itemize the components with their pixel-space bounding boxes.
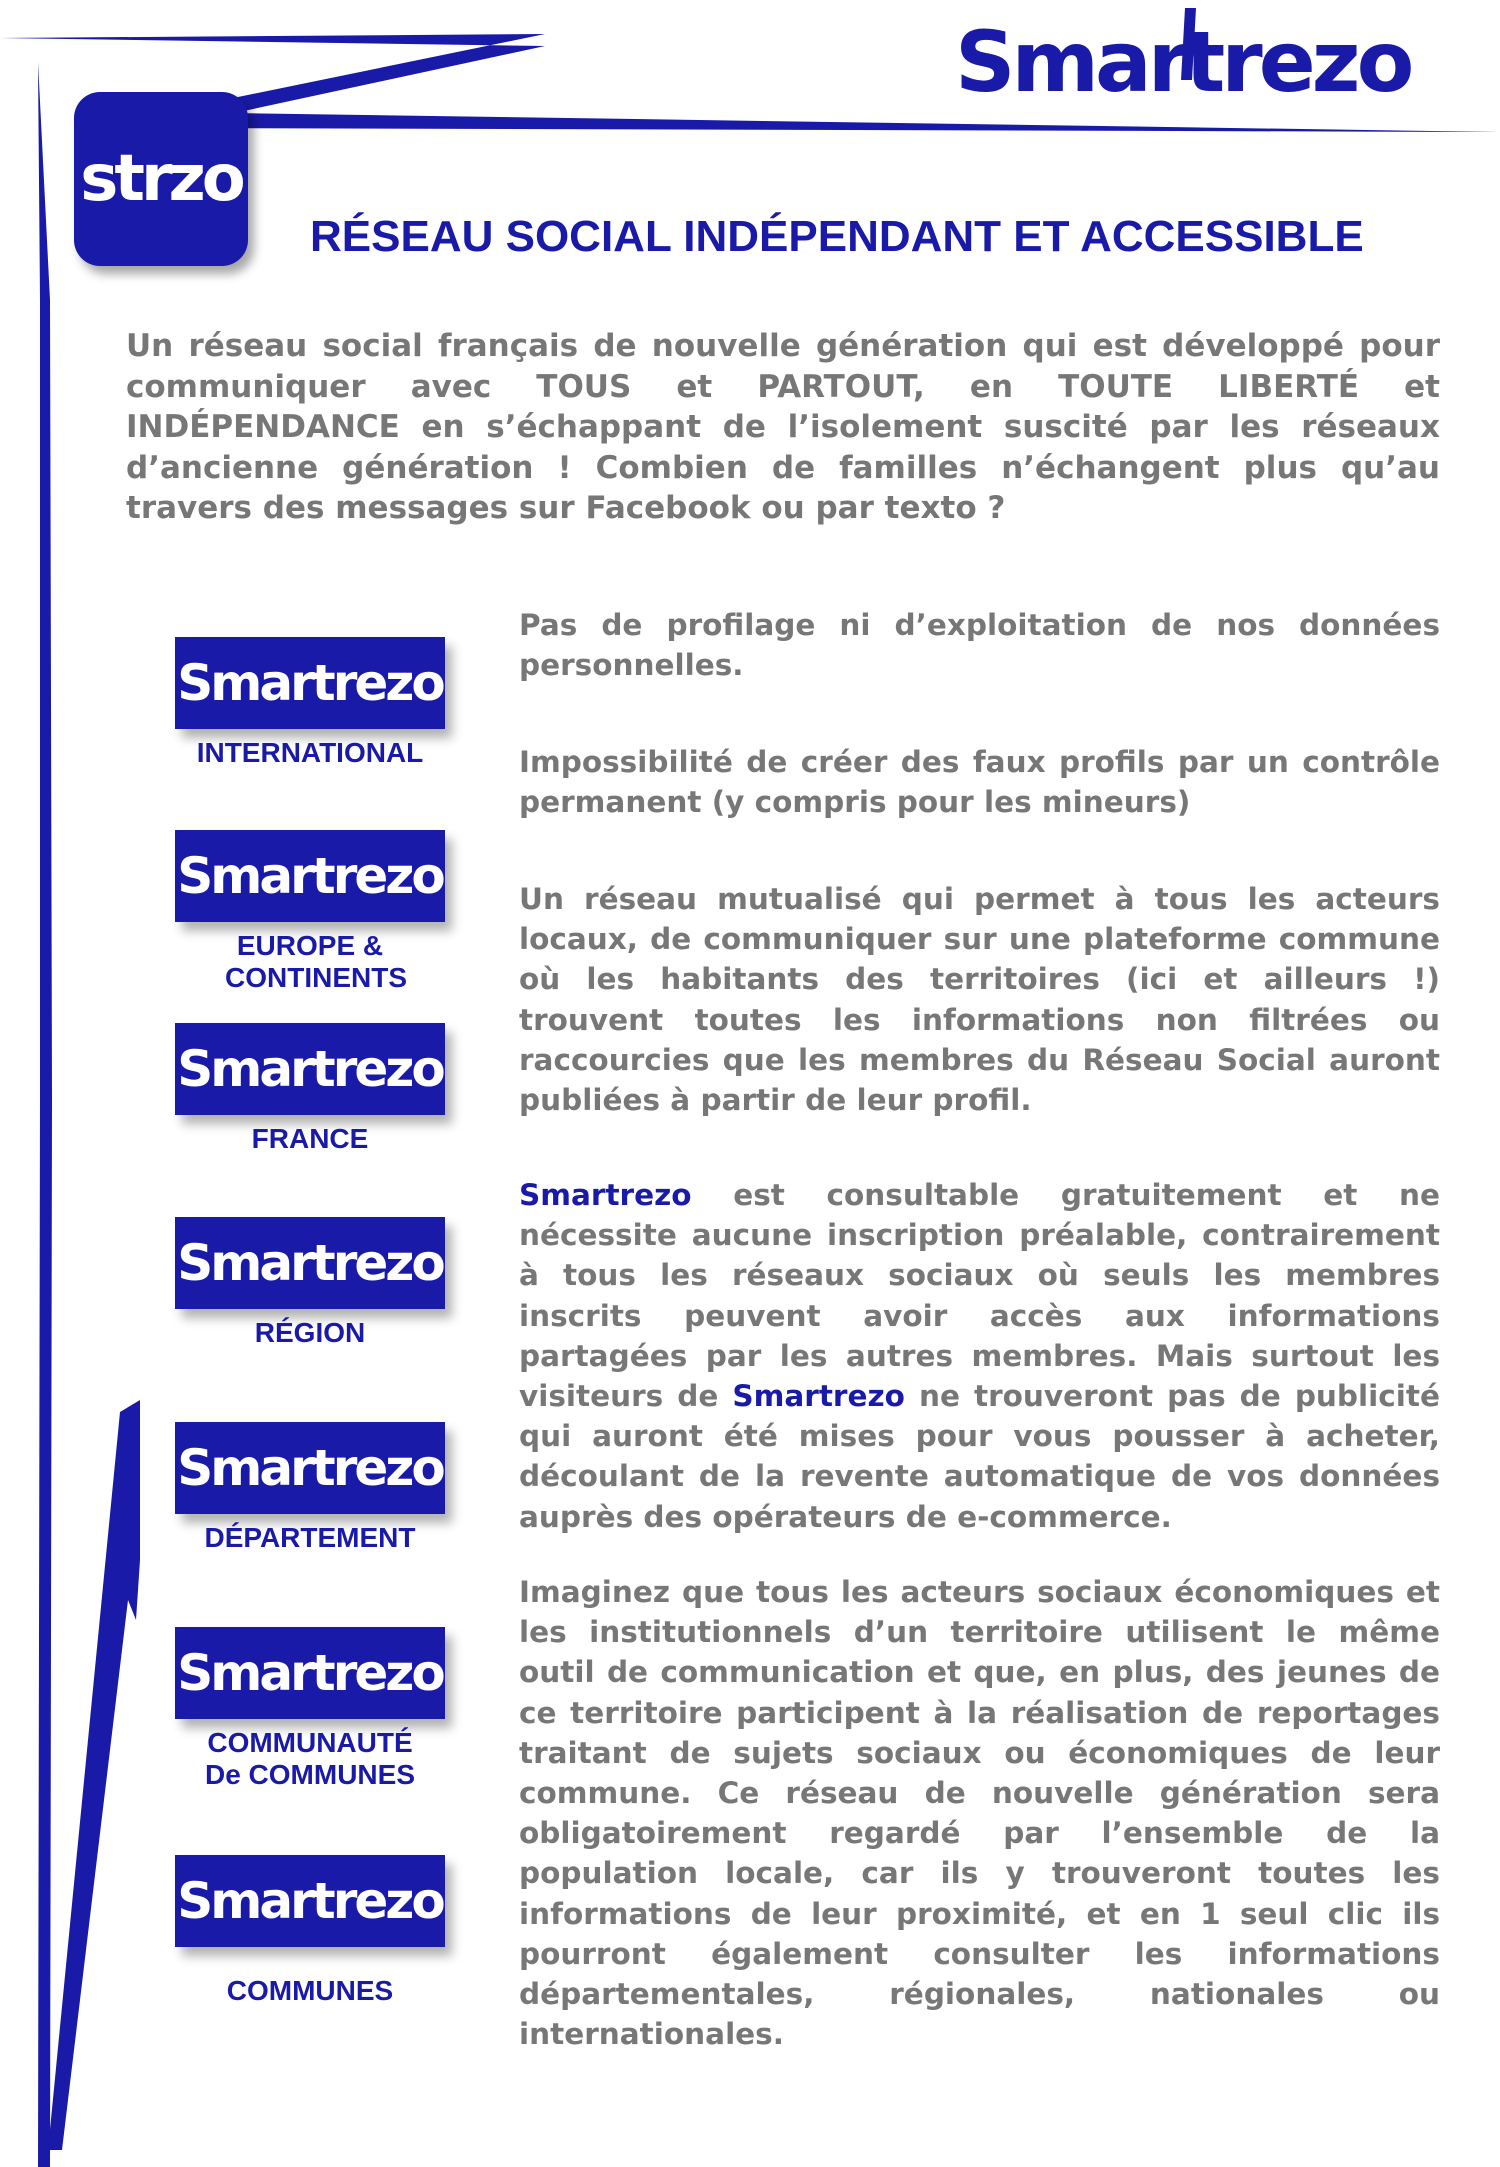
smartrezo-badge: Smartrezo	[175, 1023, 445, 1115]
level-international	[160, 637, 460, 769]
strzo-app-icon: strzo	[74, 92, 248, 266]
smartrezo-badge: Smartrezo	[175, 637, 445, 729]
paragraph-mutual-network: Un réseau mutualisé qui permet à tous les acteurs locaux, de communiquer sur une plateforme commune où les habitants des territoires (ici et ailleurs !) trouvent toutes les informations non filtrées ou raccourcies que les membres du Réseau Social auront publiées à partir de leur profil.	[519, 882, 1440, 1118]
level-communaute-de-communes	[160, 1627, 460, 1791]
paragraph-text: est consultable gratuitement et ne nécessite aucune inscription préalable, contrairement à tous les réseaux sociaux où seuls les membres inscrits peuvent avoir accès aux informations partagées par les autres membres. Mais surtout les visiteurs de	[519, 1178, 1440, 1414]
smartrezo-badge: Smartrezo	[175, 1217, 445, 1309]
level-label: COMMUNES	[226, 1975, 394, 2006]
paragraph-profiling: Pas de profilage ni d’exploitation de nos données personnelles.	[519, 608, 1440, 683]
level-region	[160, 1217, 460, 1349]
level-departement	[160, 1422, 460, 1554]
smartrezo-badge: Smartrezo	[175, 1627, 445, 1719]
smartrezo-badge: Smartrezo	[175, 830, 445, 922]
level-label: COMMUNAUTÉ De COMMUNES	[204, 1727, 415, 1790]
paragraph-free-access	[519, 1175, 1440, 1537]
level-communes	[160, 1855, 460, 2007]
level-label: INTERNATIONAL	[196, 737, 424, 768]
brand-name: Smartrezo	[732, 1379, 905, 1414]
level-label: EUROPE & CONTINENTS	[225, 930, 407, 993]
left-vertical-stroke	[38, 62, 52, 2167]
paragraph-imagine: Imaginez que tous les acteurs sociaux économiques et les institutionnels d’un territoire utilisent le même outil de communication et que, en plus, des jeunes de ce territoire participent à la réalisation de reportages traitant de sujets sociaux ou économiques de leur commune. Ce réseau de nouvelle génération sera obligatoirement regardé par l’ensemble de la population locale, car ils y trouveront toutes les informations de leur proximité, et en 1 seul clic ils pourront également consulter les informations départementales, régionales, nationales ou internationales.	[519, 1575, 1440, 2052]
level-label: FRANCE	[251, 1123, 369, 1154]
brand-name: Smartrezo	[519, 1178, 692, 1212]
page-title: RÉSEAU SOCIAL INDÉPENDANT ET ACCESSIBLE	[310, 212, 1364, 261]
smartrezo-badge: Smartrezo	[175, 1855, 445, 1947]
level-france	[160, 1023, 460, 1155]
paragraph-text: ne trouveront pas de publicité qui auront été mises pour vous pousser à acheter, découlant de la revente automatique de vos données auprès des opérateurs de e-commerce.	[519, 1379, 1440, 1534]
paragraph-fake-profiles: Impossibilité de créer des faux profils par un contrôle permanent (y compris pour les mineurs)	[519, 745, 1440, 820]
level-label: DÉPARTEMENT	[204, 1522, 416, 1553]
left-diagonal-stroke	[48, 1400, 140, 2150]
level-europe-continents	[160, 830, 460, 994]
smartrezo-logo: Smartrezo	[955, 13, 1411, 111]
level-label: RÉGION	[254, 1317, 366, 1348]
intro-paragraph: Un réseau social français de nouvelle génération qui est développé pour communiquer avec TOUS et PARTOUT, en TOUTE LIBERTÉ et INDÉPENDANCE en s’échappant de l’isolement suscité par les réseaux d’ancienne génération ! Combien de familles n’échangent plus qu’au travers des messages sur Facebook ou par texto ?	[126, 328, 1440, 526]
smartrezo-badge: Smartrezo	[175, 1422, 445, 1514]
